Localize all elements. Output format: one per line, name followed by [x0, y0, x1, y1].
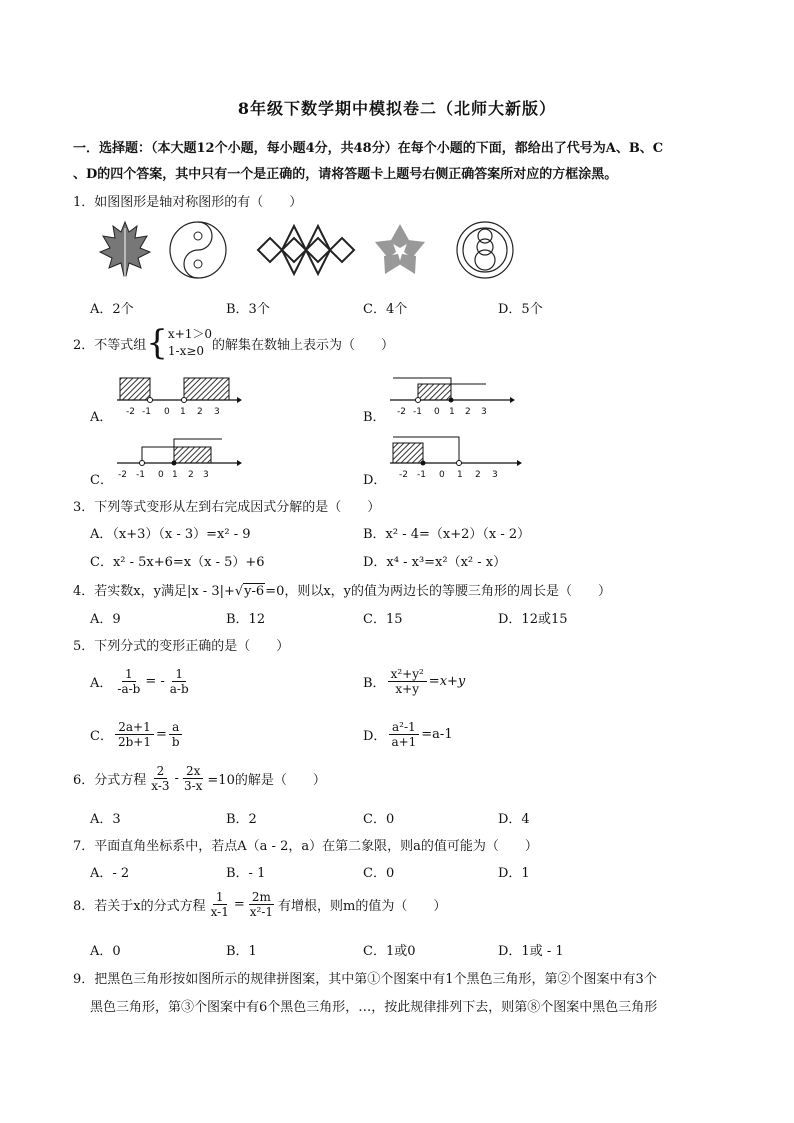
q6-option-b[interactable]: B．2	[226, 812, 257, 827]
tick-label: 1	[180, 407, 186, 417]
q1-option-c[interactable]: C．4个	[363, 302, 408, 317]
q2-numberline-a[interactable]	[112, 370, 242, 418]
q8-stem	[73, 890, 446, 919]
q8-suffix: 有增根，则m的值为（ ）	[278, 899, 447, 914]
fraction: $\frac{1}{x-1}$	[210, 890, 229, 919]
operator: -	[174, 771, 179, 786]
tick-label: -1	[136, 470, 145, 480]
inequality-2: 1-x≥0	[167, 344, 205, 358]
q2-numberline-c[interactable]	[112, 433, 242, 481]
q4-stem	[73, 580, 611, 599]
q6-option-c[interactable]: C．0	[363, 812, 395, 827]
q1-stem: 1．如图图形是轴对称图形的有（ ）	[73, 195, 303, 210]
q1-option-a[interactable]: A．2个	[90, 302, 134, 317]
fraction: $\frac{2x}{3-x}$	[183, 764, 203, 793]
section-header-line2: 、D的四个答案，其中只有一个是正确的，请将答题卡上题号右侧正确答案所对应的方框涂黑。	[73, 167, 618, 182]
tick-label: 1	[172, 470, 178, 480]
q7-stem: 7．平面直角坐标系中，若点A（a - 2，a）在第二象限，则a的值可能为（ ）	[73, 839, 538, 854]
q6-stem	[73, 764, 326, 793]
q8-option-b[interactable]: B．1	[226, 944, 257, 959]
q1-option-b[interactable]: B．3个	[226, 302, 270, 317]
q8-option-a[interactable]: A．0	[90, 944, 121, 959]
q4-stem-b: =0，则以x，y的值为两边长的等腰三角形的周长是（ ）	[265, 584, 612, 599]
pentagon-flower-figure	[375, 224, 425, 274]
fraction: $\frac{2m}{\text{x²-1}}$	[249, 890, 274, 919]
q2-numberline-b[interactable]	[385, 370, 515, 418]
tick-label: -1	[417, 470, 426, 480]
q6-option-d[interactable]: D．4	[498, 812, 530, 827]
q5-option-d[interactable]	[363, 720, 453, 749]
q3-option-a[interactable]: A．（x+3）（x - 3）=x² - 9	[90, 527, 251, 542]
option-label: B．	[363, 676, 386, 691]
q2-prefix: 2．不等式组	[73, 337, 147, 353]
q2-label-c[interactable]: C．	[90, 473, 113, 488]
sqrt-icon: √	[234, 584, 244, 599]
q3-option-b[interactable]: B．x² - 4=（x+2）（x - 2）	[363, 527, 531, 542]
q9-line2: 黑色三角形，第③个图案中有6个黑色三角形，…，按此规律排列下去，则第⑧个图案中黑色三角形	[90, 1000, 658, 1015]
tick-label: 0	[158, 470, 164, 480]
fraction: $\frac{2}{x-3}$	[151, 764, 170, 793]
tick-label: 0	[434, 407, 440, 417]
q3-option-d[interactable]: D．x⁴ - x³=x²（x² - x）	[363, 555, 507, 570]
q4-option-a[interactable]: A．9	[90, 612, 121, 627]
q2-suffix: 的解集在数轴上表示为（ ）	[212, 337, 395, 353]
fraction: $\frac{\text{x²+y²}}{x+y}$	[388, 667, 427, 696]
tick-label: -2	[399, 470, 408, 480]
inequality-system	[168, 326, 212, 360]
option-label: D．	[363, 729, 387, 744]
tick-label: 3	[492, 470, 498, 480]
rhs: =x+y	[428, 674, 466, 689]
page-title: 8年级下数学期中模拟卷二（北师大新版）	[237, 99, 557, 118]
q7-option-a[interactable]: A．- 2	[90, 866, 130, 881]
tick-label: -2	[126, 407, 135, 417]
q1-option-d[interactable]: D．5个	[498, 302, 543, 317]
option-label: C．	[90, 729, 113, 744]
tick-label: 3	[481, 407, 487, 417]
q4-option-c[interactable]: C．15	[363, 612, 403, 627]
q4-option-d[interactable]: D．12或15	[498, 612, 568, 627]
q5-stem: 5．下列分式的变形正确的是（ ）	[73, 639, 290, 654]
inequality-1: x+1＞0	[167, 327, 213, 341]
tick-label: 0	[164, 407, 170, 417]
fraction: $\frac{1}{-a-b}$	[117, 667, 141, 696]
tick-label: 1	[457, 470, 463, 480]
q3-option-c[interactable]: C．x² - 5x+6=x（x - 5）+6	[90, 555, 265, 570]
yin-yang-figure	[170, 222, 226, 278]
option-label: A．	[90, 676, 113, 691]
q5-option-c[interactable]	[90, 720, 185, 749]
q8-option-c[interactable]: C．1或0	[363, 944, 416, 959]
circle-pattern-figure	[457, 222, 513, 278]
q2-label-a[interactable]: A．	[90, 410, 113, 425]
tick-label: 2	[475, 470, 481, 480]
q7-option-c[interactable]: C．0	[363, 866, 395, 881]
fraction: $\frac{1}{a-b}$	[169, 667, 189, 696]
q2-label-d[interactable]: D．	[363, 473, 387, 488]
q1-figures	[90, 218, 710, 280]
q6-prefix: 6．分式方程	[73, 773, 147, 788]
q5-option-a[interactable]	[90, 667, 194, 696]
tick-label: 2	[465, 407, 471, 417]
brace-glyph: {	[146, 323, 168, 363]
tick-label: 0	[439, 470, 445, 480]
q9-line1: 9．把黑色三角形按如图所示的规律拼图案，其中第①个图案中有1个黑色三角形，第②个图案中有3个	[73, 972, 657, 987]
q6-suffix: =10的解是（ ）	[207, 773, 326, 788]
fraction: $\frac{\text{a²-1}}{a+1}$	[388, 720, 419, 749]
q4-option-b[interactable]: B．12	[226, 612, 266, 627]
fraction: $\frac{a}{b}$	[169, 720, 183, 749]
tick-label: 2	[197, 407, 203, 417]
operator: = -	[145, 674, 165, 689]
maple-leaf-figure	[100, 222, 150, 278]
q3-stem: 3．下列等式变形从左到右完成因式分解的是（ ）	[73, 500, 381, 515]
tick-label: -2	[118, 470, 127, 480]
section-header-line1: 一．选择题：（本大题12个小题，每小题4分，共48分）在每个小题的下面，都给出了代号为A、B、C	[73, 141, 664, 156]
rhs: =a-1	[421, 727, 453, 742]
tick-label: -1	[142, 407, 151, 417]
radical-content: y-6	[244, 584, 265, 599]
tick-label: 2	[188, 470, 194, 480]
q2-stem	[73, 323, 395, 363]
q4-stem-a: 4．若实数x，y满足|x - 3|+	[73, 584, 235, 599]
operator: =	[233, 897, 245, 912]
q7-option-d[interactable]: D．1	[498, 866, 530, 881]
fraction: $\frac{2a+1}{2b+1}$	[115, 720, 154, 749]
tick-label: -1	[413, 407, 422, 417]
tick-label: 3	[203, 470, 209, 480]
tick-label: -2	[397, 407, 406, 417]
q2-numberline-d[interactable]	[385, 433, 525, 481]
knot-figure	[258, 226, 354, 274]
q8-prefix: 8．若关于x的分式方程	[73, 899, 206, 914]
q7-option-b[interactable]: B．- 1	[226, 866, 266, 881]
q8-option-d[interactable]: D．1或 - 1	[498, 944, 564, 959]
q6-option-a[interactable]: A．3	[90, 812, 121, 827]
tick-label: 3	[214, 407, 220, 417]
tick-label: 1	[449, 407, 455, 417]
q5-option-b[interactable]	[363, 667, 465, 696]
operator: =	[155, 727, 167, 742]
q2-label-b[interactable]: B．	[363, 410, 386, 425]
